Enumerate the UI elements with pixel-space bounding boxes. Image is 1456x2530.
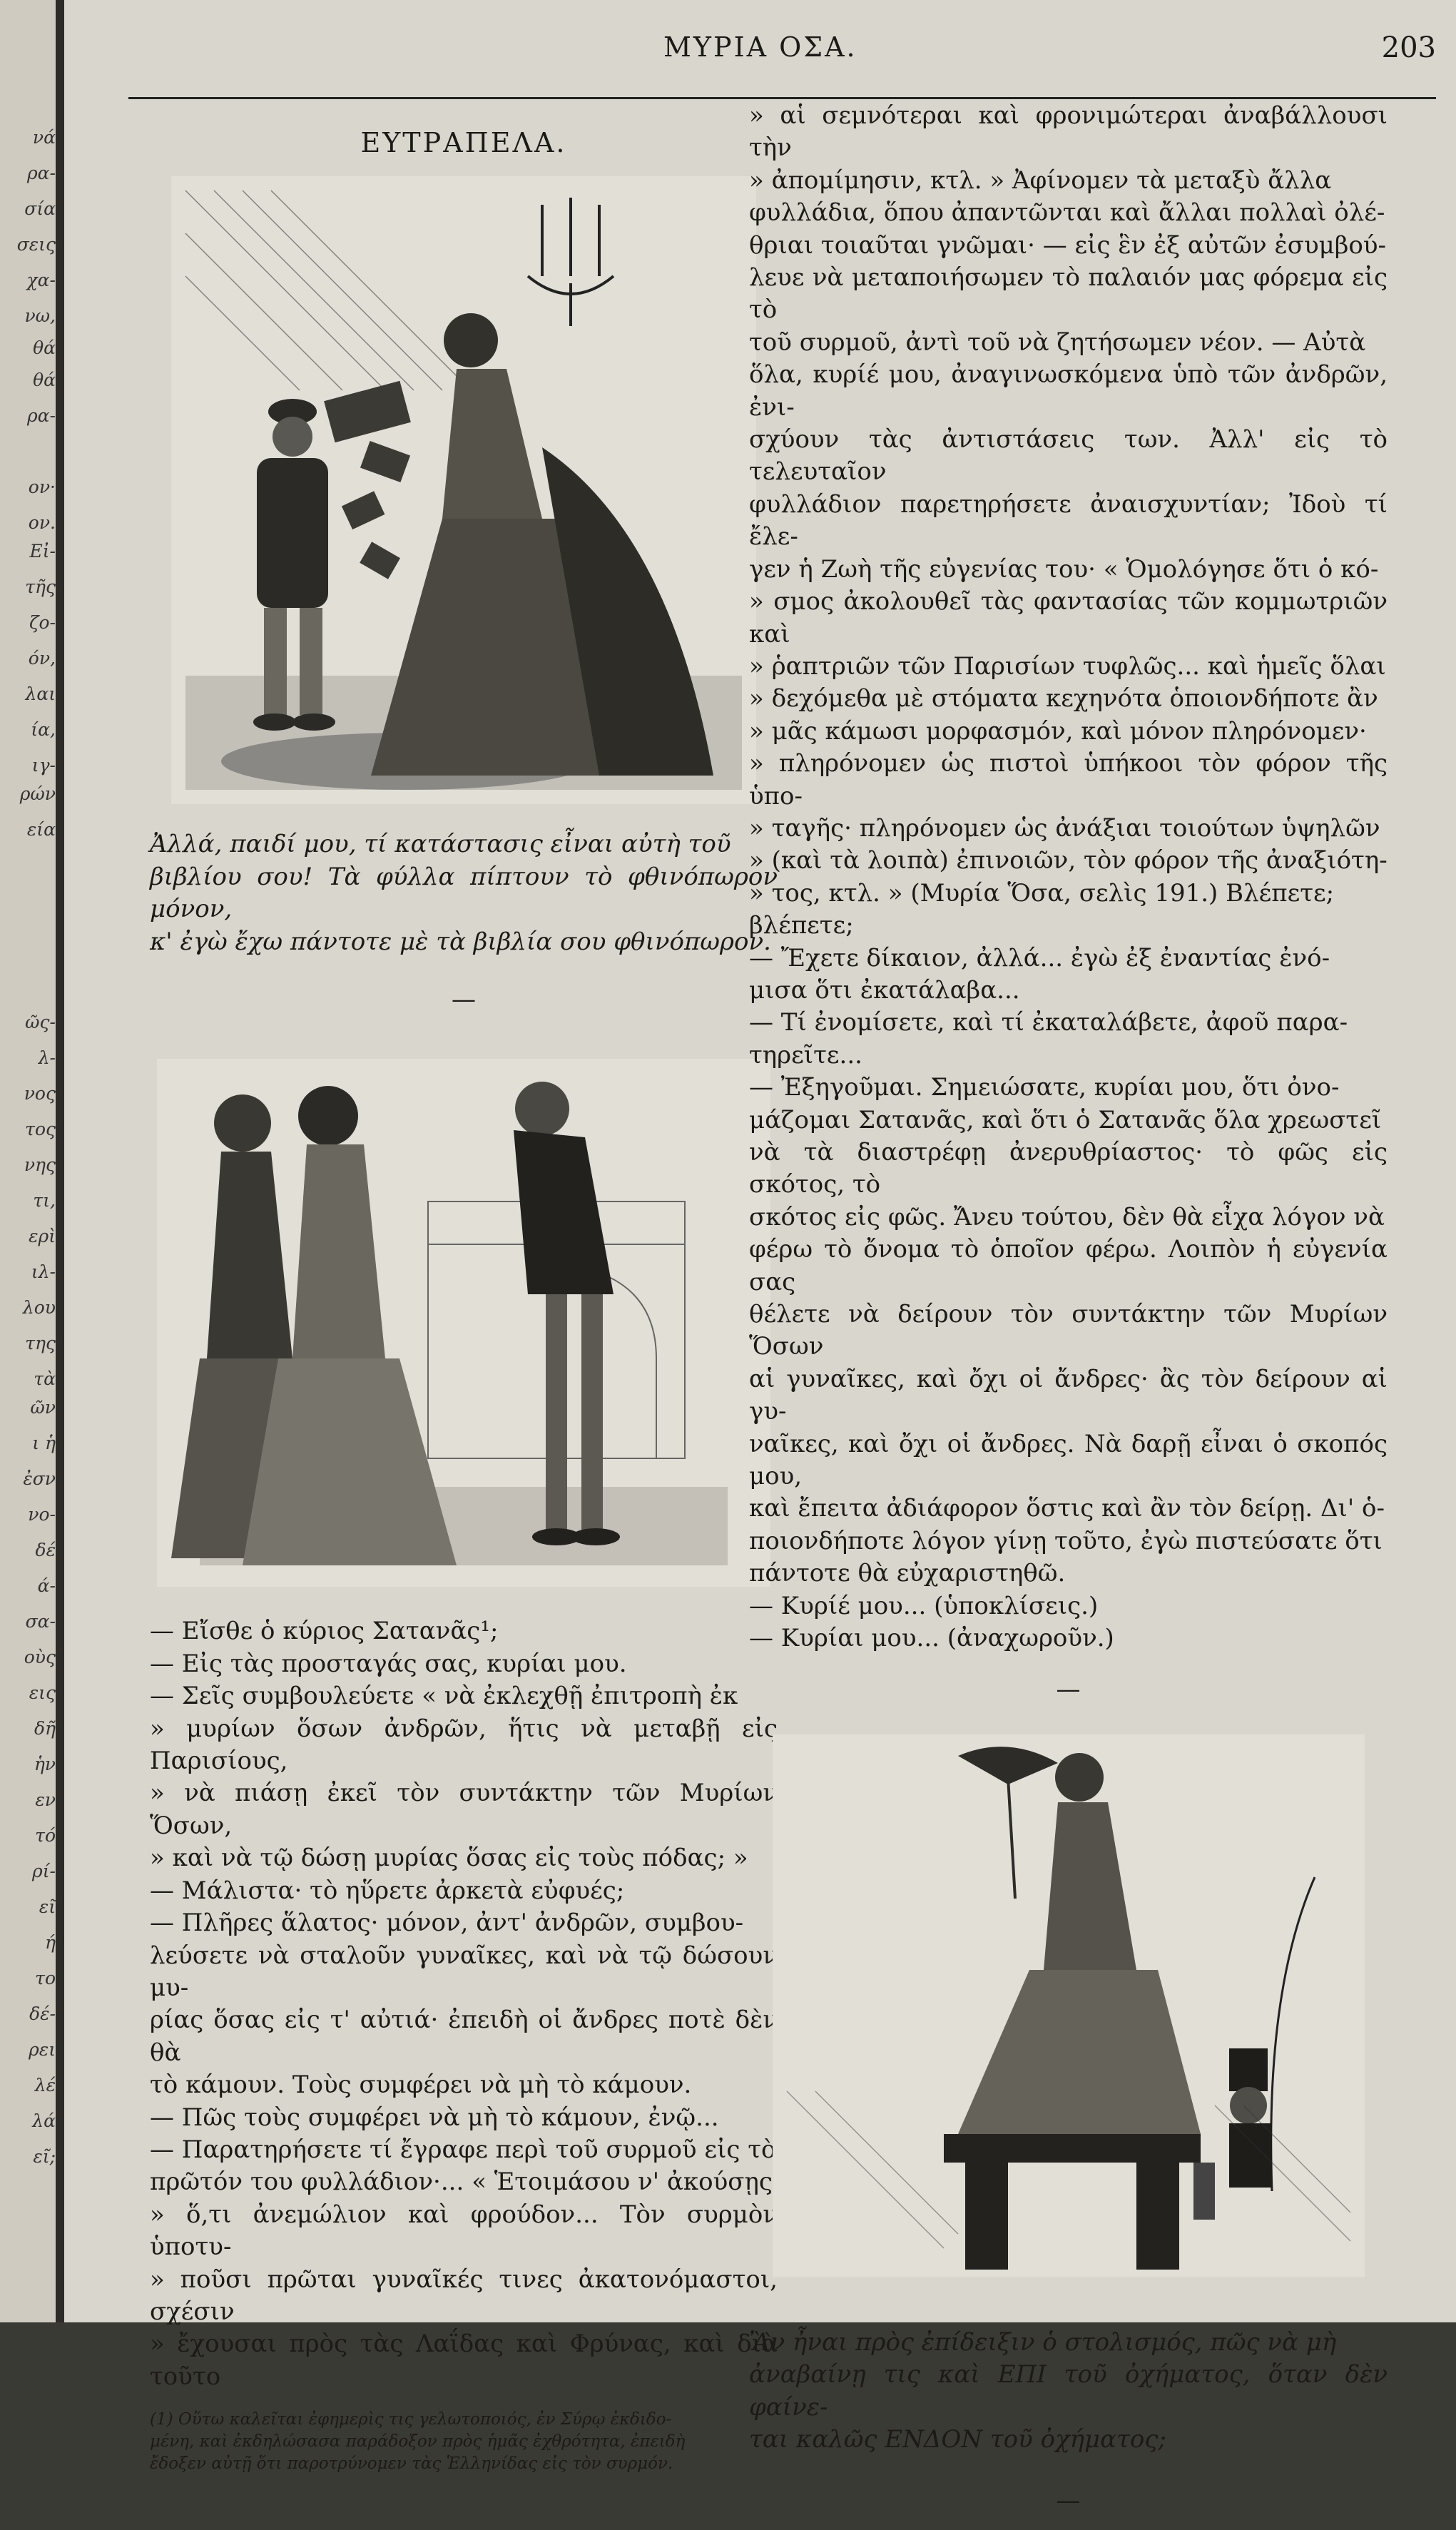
previous-page-fragment: δῆ [34,1718,56,1739]
previous-page-fragment: εία [26,819,56,840]
text-line: » σμος ἀκολουθεῖ τὰς φαντασίας τῶν κομμωτριῶν καὶ [749,587,1388,649]
text-line: λευε νὰ μεταποιήσωμεν τὸ παλαιόν μας φόρεμα εἰς τὸ [749,263,1388,325]
text-line: καὶ ἔπειτα ἀδιάφορον ὅστις καὶ ἂν τὸν δείρῃ. Δι' ὁ- [749,1494,1385,1523]
text-line: ὅλα, κυρίέ μου, ἀναγινωσκόμενα ὑπὸ τῶν ἀνδρῶν, ἐνι- [749,360,1388,422]
text-line: » τος, κτλ. » (Μυρία Ὅσα, σελὶς 191.) Βλέπετε; [749,878,1335,908]
caption-1-line: βιβλίου σου! Τὰ φύλλα πίπτουν τὸ φθινόπωρον μόνον, [150,862,778,924]
previous-page-fragment: ἐσν [23,1468,56,1489]
text-line: — Τί ἐνομίσετε, καὶ τί ἐκαταλάβετε, ἀφοῦ παρα- [749,1008,1348,1037]
text-line: ναῖκες, καὶ ὄχι οἱ ἄνδρες. Νὰ δαρῇ εἶναι ὁ σκοπός μου, [749,1429,1388,1491]
engraving-3 [773,1734,1365,2277]
dialogue-line: — Σεῖς συμβουλεύετε « νὰ ἐκλεχθῇ ἐπιτροπὴ ἐκ [150,1682,738,1711]
text-line: ποιονδήποτε λόγον γίνῃ τοῦτο, ἐγὼ πιστεύσατε ὅτι [749,1526,1383,1555]
previous-page-fragment: ά- [37,1575,56,1596]
dialogue-line: — Πλῆρες ἅλατος· μόνον, ἀντ' ἀνδρῶν, συμβου- [150,1909,744,1938]
dialogue-line: ρίας ὅσας εἰς τ' αὐτιά· ἐπειδὴ οἱ ἄνδρες ποτὲ δὲν θὰ [150,2006,778,2067]
text-line: γεν ἡ Ζωὴ τῆς εὐγενίας του· « Ὁμολόγησε ὅτι ὁ κό- [749,554,1379,584]
previous-page-fragment: λά [32,2110,56,2131]
illustration-lady-on-carriage [773,1734,1365,2277]
previous-page-fragment: νης [24,1154,56,1175]
dialogue-line: » νὰ πιάσῃ ἐκεῖ τὸν συντάκτην τῶν Μυρίων Ὅσων, [150,1779,778,1840]
previous-page-fragment: νω, [24,305,56,326]
dialogue-line: — Πῶς τοὺς συμφέρει νὰ μὴ τὸ κάμουν, ἐνῷ... [150,2103,719,2132]
text-line: — Κυρίέ μου... (ὑποκλίσεις.) [749,1591,1099,1620]
caption-3 [749,2327,1388,2457]
left-column [150,114,778,2475]
dialogue-line: » μυρίων ὅσων ἀνδρῶν, ἥτις νὰ μεταβῇ εἰς Παρισίους, [150,1714,778,1776]
previous-page-fragment: ιλ- [31,1261,56,1282]
book-page [64,0,1456,2515]
dialogue-line: — Παρατηρήσετε τί ἔγραφε περὶ τοῦ συρμοῦ εἰς τὸ [150,2135,776,2164]
previous-page-fragment: ρει [29,2039,56,2060]
previous-page-fragment: σεις [16,234,56,255]
previous-page-fragment: όν, [28,648,56,669]
previous-page-fragment: λ- [38,1047,56,1068]
previous-page-fragment: νο- [28,1504,56,1525]
caption-1-line: κ' ἐγὼ ἔχω πάντοτε μὲ τὰ βιβλία σου φθινόπωρον. [150,927,771,956]
text-line: » μᾶς κάμωσι μορφασμόν, καὶ μόνον πληρόνομεν· [749,716,1367,746]
previous-page-fragment: νά [32,127,56,148]
text-line: σχύουν τὰς ἀντιστάσεις των. Ἀλλ' εἰς τὸ τελευταῖον [749,425,1388,487]
previous-page-fragment: ρών [19,783,56,804]
illustration-ladies-and-gentleman [157,1059,770,1587]
footnote-line: ἔδοξεν αὐτῇ ὅτι παροτρύνομεν τὰς Ἑλληνίδας εἰς τὸν συρμόν. [150,2454,673,2474]
right-text-block [749,100,1388,1655]
previous-page-fragment: σα- [25,1611,56,1632]
text-line: τηρεῖτε... [749,1040,862,1070]
previous-page-fragment: νος [24,1083,56,1104]
page-number: 203 [1381,31,1436,64]
text-line: βλέπετε; [749,911,854,940]
text-line: » δεχόμεθα μὲ στόματα κεχηνότα ὁποιονδήποτε ἂν [749,684,1378,713]
previous-page-fragment: δέ- [29,2003,56,2024]
engraving-2 [157,1059,770,1587]
text-line: » πληρόνομεν ὡς πιστοὶ ὑπήκοοι τὸν φόρον τῆς ὑπο- [749,749,1388,811]
dialogue-line: — Εἴσθε ὁ κύριος Σατανᾶς¹; [150,1617,499,1646]
text-line: πάντοτε θὰ εὐχαριστηθῶ. [749,1559,1066,1588]
previous-page-fragment: λου [22,1297,56,1318]
text-line: φυλλάδια, ὅπου ἀπαντῶνται καὶ ἄλλαι πολλαὶ ὀλέ- [749,198,1385,228]
text-line: » ῥαπτριῶν τῶν Παρισίων τυφλῶς... καὶ ἡμεῖς ὅλαι [749,651,1386,681]
engraving-1 [171,176,756,804]
text-line: μάζομαι Σατανᾶς, καὶ ὅτι ὁ Σατανᾶς ὅλα χρεωστεῖ [749,1105,1382,1134]
separator-dash: — [452,985,476,1015]
dialogue-line: » ὅ,τι ἀνεμώλιον καὶ φρούδον... Τὸν συρμὸν ὑποτυ- [150,2200,778,2262]
previous-page-fragment: ία, [31,719,56,740]
text-line: θριαι τοιαῦται γνῶμαι· — εἰς ἓν ἐξ αὐτῶν ἐσυμβού- [749,230,1386,260]
previous-page-fragment: εῖ; [33,2146,56,2167]
previous-page-fragment: ρα- [26,163,56,183]
dialogue-line: » ποῦσι πρῶται γυναῖκές τινες ἀκατονόμαστοι, σχέσιν [150,2265,778,2326]
caption-1-line: Ἀλλά, παιδί μου, τί κατάστασις εἶναι αὐτὴ τοῦ [150,830,731,859]
previous-page-fragment: της [25,1333,56,1353]
previous-page-fragment: ον· [28,477,56,497]
dialogue-line: τὸ κάμουν. Τοὺς συμφέρει νὰ μὴ τὸ κάμουν. [150,2071,692,2100]
caption-3-line: Ἂν ἦναι πρὸς ἐπίδειξιν ὁ στολισμός, πῶς νὰ μὴ [749,2327,1337,2357]
footnote-line: (1) Οὕτω καλεῖται ἐφημερὶς τις γελωτοποιός, ἐν Σύρῳ ἐκδιδο- [150,2410,672,2429]
text-line: — Ἔχετε δίκαιον, ἀλλά... ἐγὼ ἐξ ἐναντίας ἐνό- [749,943,1330,972]
text-line: — Κυρίαι μου... (ἀναχωροῦν.) [749,1624,1114,1653]
text-line: αἱ γυναῖκες, καὶ ὄχι οἱ ἄνδρες· ἂς τὸν δείρουν αἱ γυ- [749,1364,1388,1426]
previous-page-fragment: θά [33,337,56,358]
previous-page-fragment: ῶς- [25,1012,56,1032]
previous-page-fragment: ρα- [26,405,56,426]
previous-page-fragment: τό [35,1825,56,1846]
previous-page-fragment: τὰ [34,1368,56,1389]
previous-page-fragment: ζο- [29,612,56,633]
header-rule [128,97,1436,99]
text-line: νὰ τὰ διαστρέφῃ ἀνερυθρίαστος· τὸ φῶς εἰς σκότος, τὸ [749,1138,1388,1199]
previous-page-fragment: ον. [28,512,56,533]
previous-page-fragment: εις [29,1682,56,1703]
previous-page-fragment: θά [33,370,56,390]
previous-page-fragment: ἡν [34,1754,56,1774]
previous-page-fragment: οὺς [24,1647,56,1667]
previous-page-fragment: το [35,1968,56,1988]
running-title: ΜΥΡΙΑ ΟΣΑ. [663,31,857,63]
dialogue-block [150,1615,778,2393]
text-line: φέρω τὸ ὄνομα τὸ ὁποῖον φέρω. Λοιπὸν ἡ εὐγενία σας [749,1235,1388,1296]
text-line: μισα ὅτι ἐκατάλαβα... [749,975,1020,1005]
dialogue-line: » ἔχουσαι πρὸς τὰς Λαΐδας καὶ Φρύνας, καὶ διὰ τοῦτο [150,2330,778,2391]
previous-page-fragment: ρί- [32,1861,56,1881]
previous-page-fragment: λέ [34,2075,56,2095]
caption-3-line: ται καλῶς ΕΝΔΟΝ τοῦ ὀχήματος; [749,2425,1166,2454]
previous-page-fragment: ή [45,1932,56,1953]
dialogue-line: — Μάλιστα· τὸ ηὕρετε ἀρκετὰ εὐφυές; [150,1876,625,1905]
dialogue-line: λεύσετε νὰ σταλοῦν γυναῖκες, καὶ νὰ τῷ δώσουν μυ- [150,1941,778,2002]
dialogue-line: » καὶ νὰ τῷ δώσῃ μυρίας ὅσας εἰς τοὺς πόδας; » [150,1844,748,1873]
previous-page-fragment: εῖ [39,1896,56,1917]
previous-page-strip [0,0,64,2322]
previous-page-fragment: σία [24,198,56,219]
previous-page-fragment: τι, [33,1190,56,1211]
text-line: θέλετε νὰ δείρουν τὸν συντάκτην τῶν Μυρίων Ὅσων [749,1300,1388,1361]
previous-page-fragment: Εἰ- [29,541,56,562]
previous-page-fragment: εν [35,1789,56,1810]
bottom-separator: — [1056,2486,1081,2515]
caption-3-line: ἀναβαίνῃ τις καὶ ΕΠΙ τοῦ ὀχήματος, ὅταν δὲν φαίνε- [749,2360,1388,2422]
previous-page-fragment: τος [25,1119,56,1139]
dialogue-line: πρῶτόν του φυλλάδιον·... « Ἑτοιμάσου ν' ἀκούσῃς [150,2168,773,2197]
text-line: » αἱ σεμνότεραι καὶ φρονιμώτεραι ἀναβάλλουσι τὴν [749,101,1388,163]
text-line: φυλλάδιον παρετηρήσετε ἀναισχυντίαν; Ἰδοὺ τί ἔλε- [749,489,1388,552]
text-line: » (καὶ τὰ λοιπὰ) ἐπινοιῶν, τὸν φόρον τῆς ἀναξιότη- [749,846,1388,875]
previous-page-fragment: δέ [35,1540,56,1560]
text-line: » ταγῆς· πληρόνομεν ὡς ἀνάξιαι τοιούτων ὑψηλῶν [749,813,1380,843]
previous-page-fragment: ιγ- [31,755,56,776]
text-line: — Ἐξηγοῦμαι. Σημειώσατε, κυρίαι μου, ὅτι ὀνο- [749,1073,1340,1102]
section-title: ΕΥΤΡΑΠΕΛΑ. [360,127,567,158]
previous-page-fragment: τῆς [25,576,56,597]
previous-page-fragment: ερὶ [29,1226,56,1246]
right-column [749,100,1388,2530]
text-line: τοῦ συρμοῦ, ἀντὶ τοῦ νὰ ζητήσωμεν νέον. — Αὐτὰ [749,327,1366,357]
text-line: » ἀπομίμησιν, κτλ. » Ἀφίνομεν τὰ μεταξὺ ἄλλα [749,166,1332,195]
previous-page-fragment: χα- [26,270,56,290]
separator-dash-right: — [1056,1675,1081,1704]
footnote-line: μένη, καὶ ἐκδηλώσασα παράδοξον πρὸς ἡμᾶς ἐχθρότητα, ἐπειδὴ [150,2432,686,2452]
caption-1 [150,828,778,958]
illustration-boy-with-book [171,176,756,804]
previous-page-fragment: ῶν [30,1397,56,1418]
page-header [64,29,1456,71]
previous-page-fragment: λαι [25,684,56,704]
previous-page-fragment: ι ἡ [32,1433,56,1453]
text-line: σκότος εἰς φῶς. Ἄνευ τούτου, δὲν θὰ εἶχα λόγον νὰ [749,1202,1385,1231]
dialogue-line: — Εἰς τὰς προσταγάς σας, κυρίαι μου. [150,1649,627,1678]
footnote [150,2409,778,2475]
